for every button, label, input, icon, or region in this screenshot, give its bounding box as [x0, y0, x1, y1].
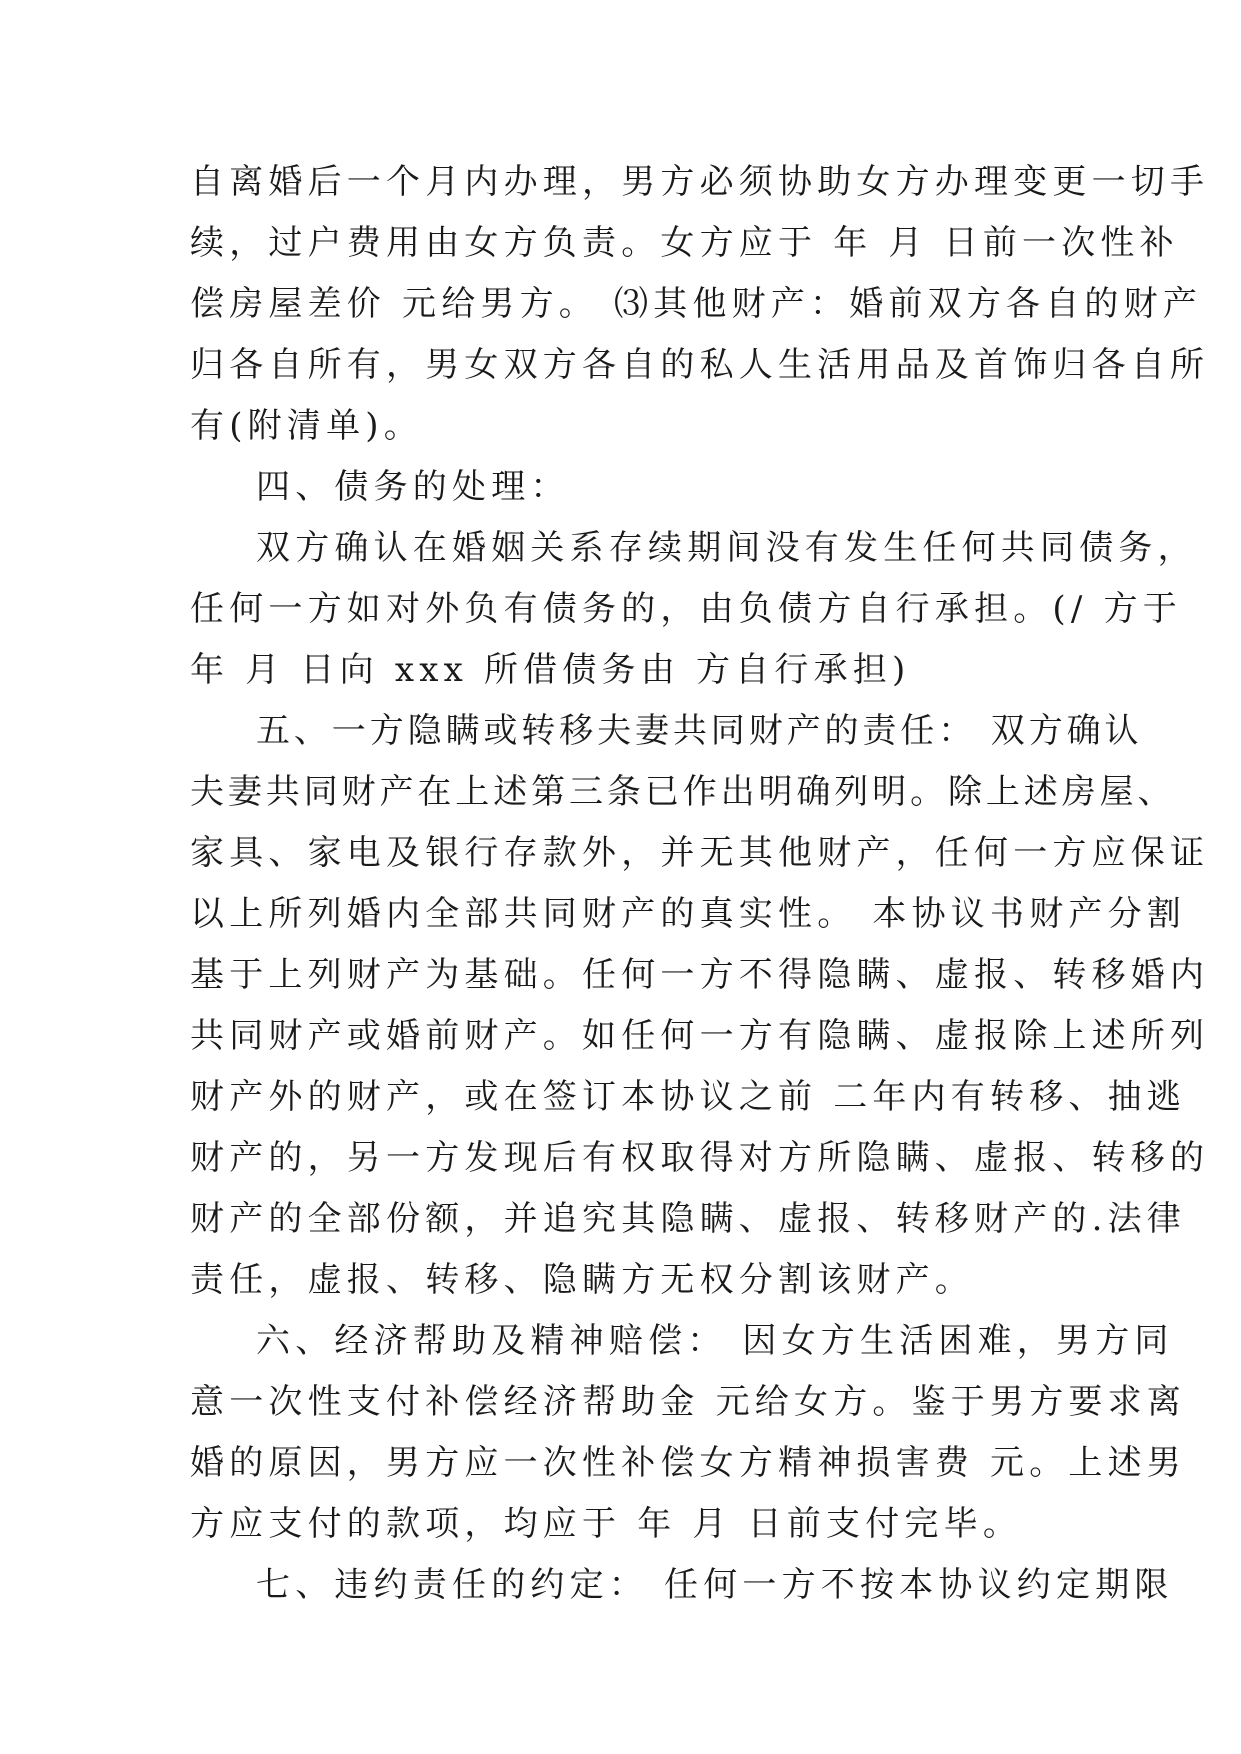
text-line: 双方确认在婚姻关系存续期间没有发生任何共同债务， — [256, 528, 1197, 568]
text-line: 自离婚后一个月内办理，男方必须协助女方办理变更一切手 — [190, 162, 1210, 202]
text-line: 以上所列婚内全部共同财产的真实性。 本协议书财产分割 — [190, 894, 1187, 934]
text-line: 意一次性支付补偿经济帮助金 元给女方。鉴于男方要求离 — [190, 1382, 1187, 1422]
text-line: 归各自所有，男女双方各自的私人生活用品及首饰归各自所 — [190, 345, 1210, 385]
section-heading-debts: 四、债务的处理： — [256, 467, 570, 507]
section-heading-compensation: 六、经济帮助及精神赔偿： 因女方生活困难，男方同 — [256, 1321, 1174, 1361]
text-line: 续，过户费用由女方负责。女方应于 年 月 日前一次性补 — [190, 223, 1179, 263]
text-line: 财产的，另一方发现后有权取得对方所隐瞒、虚报、转移的 — [190, 1138, 1210, 1178]
text-line: 有(附清单)。 — [190, 406, 423, 446]
text-line: 共同财产或婚前财产。如任何一方有隐瞒、虚报除上述所列 — [190, 1016, 1210, 1056]
text-line: 责任，虚报、转移、隐瞒方无权分割该财产。 — [190, 1260, 974, 1300]
section-heading-breach: 七、违约责任的约定： 任何一方不按本协议约定期限 — [256, 1565, 1174, 1605]
text-line: 任何一方如对外负有债务的，由负债方自行承担。(/ 方于 — [190, 589, 1182, 629]
text-line: 夫妻共同财产在上述第三条已作出明确列明。除上述房屋、 — [190, 772, 1176, 812]
text-line: 婚的原因，男方应一次性补偿女方精神损害费 元。上述男 — [190, 1443, 1187, 1483]
text-line: 偿房屋差价 元给男方。 ⑶其他财产：婚前双方各自的财产 — [190, 284, 1203, 324]
text-line: 方应支付的款项，均应于 年 月 日前支付完毕。 — [190, 1504, 1023, 1544]
text-line: 财产的全部份额，并追究其隐瞒、虚报、转移财产的.法律 — [190, 1199, 1187, 1239]
text-line: 财产外的财产，或在签订本协议之前 二年内有转移、抽逃 — [190, 1077, 1187, 1117]
section-heading-concealment: 五、一方隐瞒或转移夫妻共同财产的责任： 双方确认 — [256, 711, 1143, 751]
text-line: 基于上列财产为基础。任何一方不得隐瞒、虚报、转移婚内 — [190, 955, 1210, 995]
text-line: 年 月 日向 xxx 所借债务由 方自行承担) — [190, 650, 911, 690]
text-line: 家具、家电及银行存款外，并无其他财产，任何一方应保证 — [190, 833, 1210, 873]
document-body — [190, 152, 1210, 1616]
